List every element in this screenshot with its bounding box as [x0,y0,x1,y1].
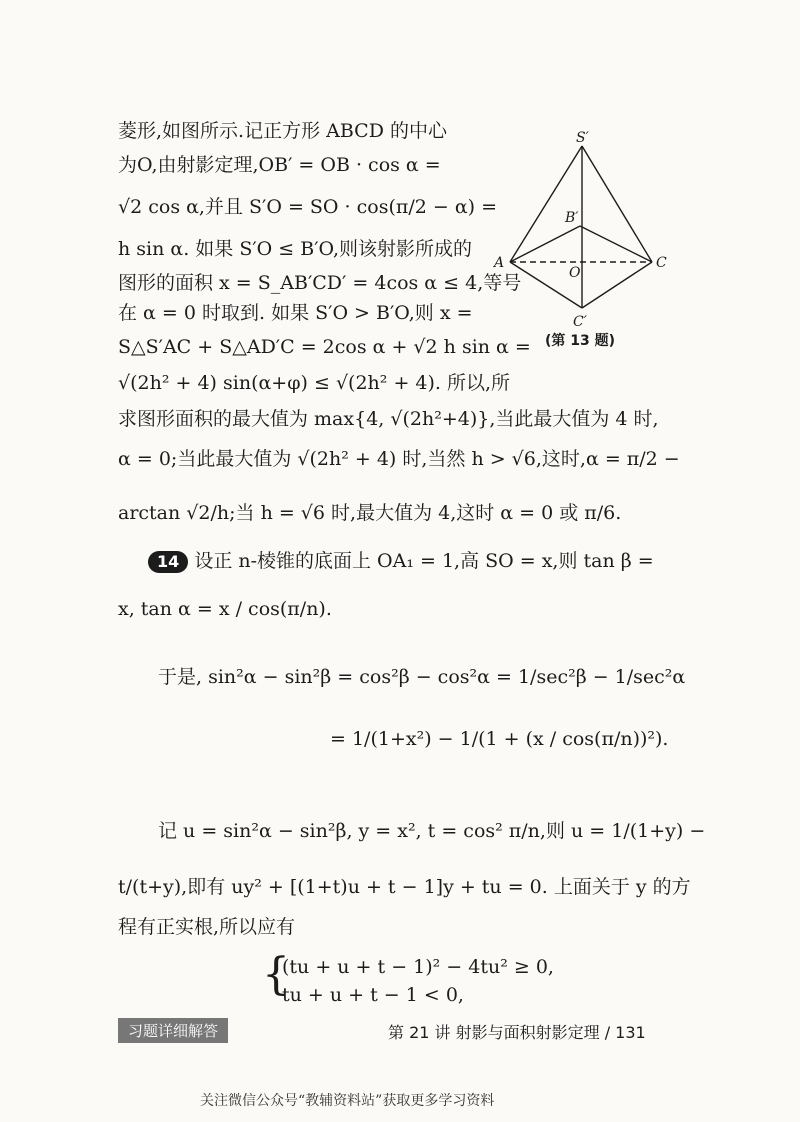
label-c-prime: C′ [573,314,587,330]
label-c: C [656,255,667,271]
text-line-1: 菱形,如图所示.记正方形 ABCD 的中心 [118,120,447,142]
label-o: O [569,265,581,281]
problem-14-text: 设正 n-棱锥的底面上 OA₁ = 1,高 SO = x,则 tan β = [194,550,654,572]
text-line-8: √(2h² + 4) sin(α+φ) ≤ √(2h² + 4). 所以,所 [118,372,511,394]
text-line-17: t/(t+y),即有 uy² + [(1+t)u + t − 1]y + tu = 0. 上面关于 y 的方 [118,876,691,898]
text-line-10: α = 0;当此最大值为 √(2h² + 4) 时,当然 h > √6,这时,α = π/2 − [118,448,680,470]
text-line-7: S△S′AC + S△AD′C = 2cos α + √2 h sin α = [118,336,531,358]
inequality-1: (tu + u + t − 1)² − 4tu² ≥ 0, [282,956,554,978]
text-line-4: h sin α. 如果 S′O ≤ B′O,则该射影所成的 [118,238,473,260]
bottom-note: 关注微信公众号“教辅资料站”获取更多学习资料 [200,1093,495,1109]
label-b: B′ [565,210,579,226]
text-line-9: 求图形面积的最大值为 max{4, √(2h²+4)},当此最大值为 4 时, [118,408,659,430]
label-s: S′ [576,130,589,146]
pyramid-figure [490,130,690,330]
text-line-18: 程有正实根,所以应有 [118,916,296,938]
edge-cc-prime [582,262,652,308]
text-line-3: √2 cos α,并且 S′O = SO · cos(π/2 − α) = [118,196,498,218]
problem-14-line [148,548,654,574]
text-line-6: 在 α = 0 时取到. 如果 S′O > B′O,则 x = [118,302,473,324]
text-line-5: 图形的面积 x = S_AB′CD′ = 4cos α ≤ 4,等号 [118,272,522,294]
text-line-11: arctan √2/h;当 h = √6 时,最大值为 4,这时 α = 0 或 π/6. [118,502,622,524]
section-badge: 习题详细解答 [118,1018,228,1043]
text-line-13: x, tan α = x / cos(π/n). [118,598,332,620]
edge-sa [510,146,582,262]
problem-number-badge: 14 [148,551,188,573]
inequality-2: tu + u + t − 1 < 0, [282,984,464,1006]
equation-line-2: = 1/(1+x²) − 1/(1 + (x / cos(π/n))²). [330,728,669,750]
text-line-16: 记 u = sin²α − sin²β, y = x², t = cos² π/n,则 u = 1/(1+y) − [158,820,706,842]
figure-caption: (第 13 题) [545,333,616,349]
equation-line-1: 于是, sin²α − sin²β = cos²β − cos²α = 1/sec²β − 1/sec²α [158,666,686,688]
text-line-2: 为O,由射影定理,OB′ = OB · cos α = [118,154,441,176]
label-a: A [494,255,505,271]
chapter-footer: 第 21 讲 射影与面积射影定理 / 131 [388,1023,646,1042]
inequality-brace: { [262,949,290,1000]
